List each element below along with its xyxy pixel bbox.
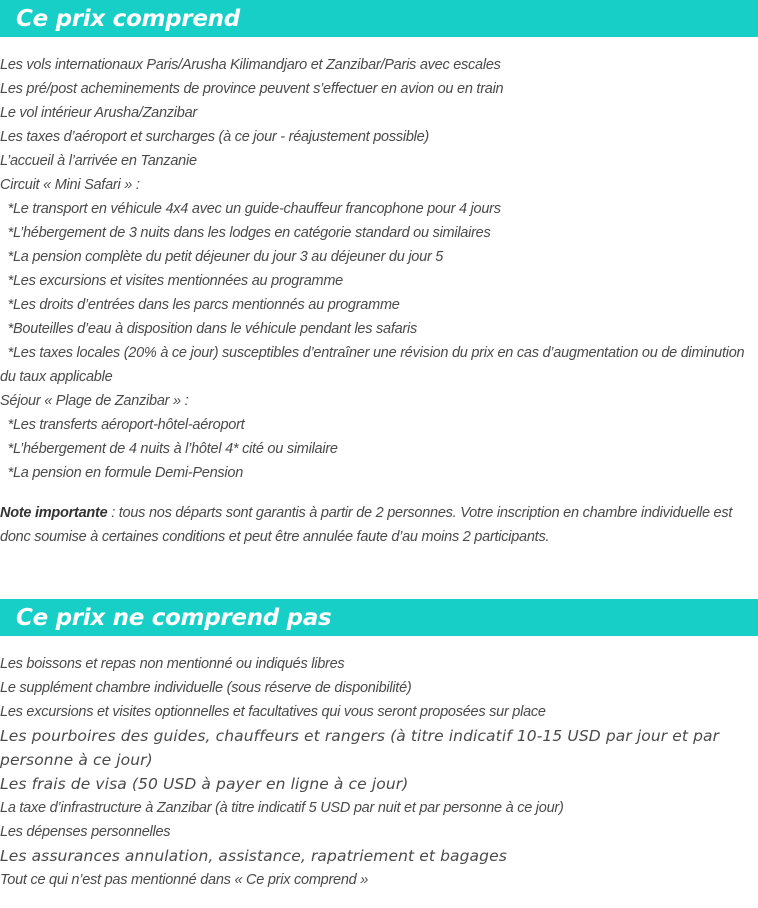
list-item: Les pré/post acheminements de province peuvent s’effectuer en avion ou en train: [0, 81, 504, 97]
excludes-list: [0, 636, 758, 892]
section-price-excludes: [0, 599, 758, 892]
list-item: Le supplément chambre individuelle (sous réserve de disponibilité): [0, 680, 412, 696]
list-item: Les excursions et visites optionnelles et facultatives qui vous seront proposées sur place: [0, 704, 546, 720]
list-item: Les vols internationaux Paris/Arusha Kilimandjaro et Zanzibar/Paris avec escales: [0, 57, 501, 73]
list-item: *La pension complète du petit déjeuner du jour 3 au déjeuner du jour 5: [0, 249, 444, 265]
list-item: L’accueil à l’arrivée en Tanzanie: [0, 153, 197, 169]
list-item: *Le transport en véhicule 4x4 avec un guide-chauffeur francophone pour 4 jours: [0, 201, 501, 217]
list-item: *Les taxes locales (20% à ce jour) susceptibles d’entraîner une révision du prix en cas d’augmentation ou de diminution du taux applicable: [0, 345, 749, 385]
list-item: Séjour « Plage de Zanzibar » :: [0, 393, 189, 409]
list-item: *Les transferts aéroport-hôtel-aéroport: [0, 417, 245, 433]
list-item: Les dépenses personnelles: [0, 824, 171, 840]
section-header: [0, 0, 758, 37]
list-item: *La pension en formule Demi-Pension: [0, 465, 244, 481]
note-label: Note importante: [0, 505, 108, 521]
list-item: La taxe d’infrastructure à Zanzibar (à titre indicatif 5 USD par nuit et par personne à ce jour): [0, 800, 564, 816]
important-note: [0, 501, 758, 549]
list-item: *Bouteilles d’eau à disposition dans le véhicule pendant les safaris: [0, 321, 417, 337]
section-title: Ce prix comprend: [16, 5, 240, 32]
list-item: Les boissons et repas non mentionné ou indiqués libres: [0, 656, 345, 672]
note-text: : tous nos départs sont garantis à partir de 2 personnes. Votre inscription en chambre individuelle est donc soumise à certaines conditions et peut être annulée faute d’au moins 2 participants.: [0, 505, 733, 545]
list-item: Les assurances annulation, assistance, rapatriement et bagages: [0, 847, 507, 865]
list-item: Le vol intérieur Arusha/Zanzibar: [0, 105, 197, 121]
list-item: *Les excursions et visites mentionnées au programme: [0, 273, 343, 289]
list-item: Les frais de visa (50 USD à payer en ligne à ce jour): [0, 775, 409, 793]
list-item: *L’hébergement de 4 nuits à l’hôtel 4* cité ou similaire: [0, 441, 338, 457]
list-item: Circuit « Mini Safari » :: [0, 177, 140, 193]
list-item: *Les droits d’entrées dans les parcs mentionnés au programme: [0, 297, 400, 313]
list-item: Les taxes d’aéroport et surcharges (à ce jour - réajustement possible): [0, 129, 429, 145]
includes-list: [0, 37, 758, 485]
section-header: [0, 599, 758, 636]
list-item: Tout ce qui n’est pas mentionné dans « Ce prix comprend »: [0, 872, 369, 888]
section-title: Ce prix ne comprend pas: [16, 604, 332, 631]
list-item: *L’hébergement de 3 nuits dans les lodges en catégorie standard ou similaires: [0, 225, 491, 241]
list-item: Les pourboires des guides, chauffeurs et rangers (à titre indicatif 10-15 USD par jour et par personne à ce jour): [0, 727, 720, 769]
